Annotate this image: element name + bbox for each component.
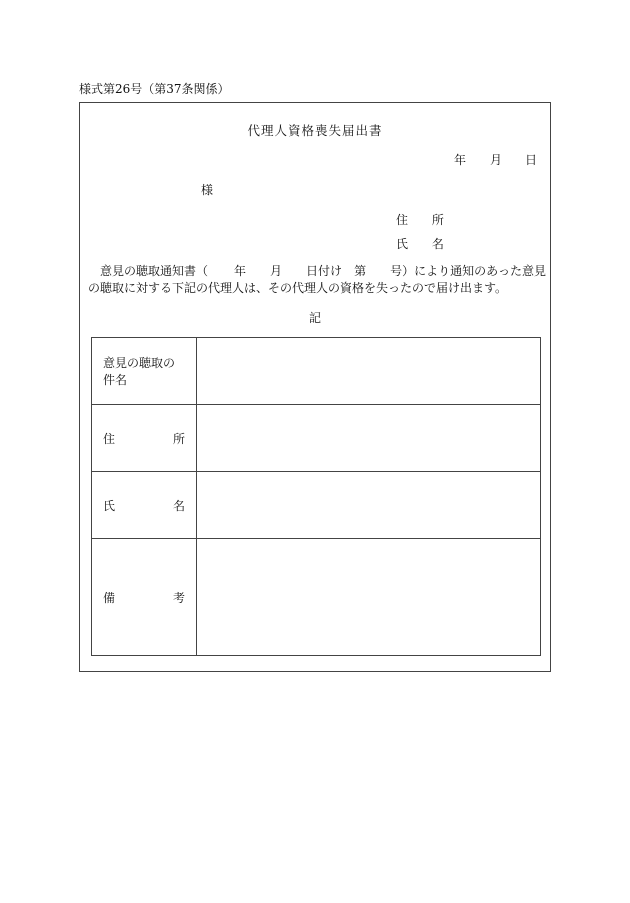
address-label: 住 所 [103, 431, 185, 446]
form-number: 様式第26号（第37条関係） [79, 82, 230, 96]
body-month: 月 [270, 264, 283, 278]
table-row [92, 539, 541, 656]
subject-value[interactable] [197, 338, 541, 405]
body-part1: 意見の聴取通知書（ [100, 264, 209, 278]
body-number-prefix: 第 [354, 264, 367, 278]
ki-heading: 記 [308, 311, 321, 325]
body-dated: 日付け [306, 264, 343, 278]
name-value[interactable] [197, 472, 541, 539]
date-month-label: 月 [490, 153, 503, 167]
address-value[interactable] [197, 405, 541, 472]
form-frame [79, 102, 551, 672]
applicant-name-label: 氏 名 [396, 237, 454, 251]
form-title: 代理人資格喪失届出書 [247, 123, 383, 138]
name-label: 氏 名 [103, 498, 185, 513]
notification-body [88, 263, 548, 297]
body-part2: 号）により通知のあった意見の聴取に対する下記の代理人は、その代理人の資格を失ったので届け出ます。 [88, 264, 546, 295]
table-row [92, 405, 541, 472]
remarks-value[interactable] [197, 539, 541, 656]
applicant-address-label: 住 所 [396, 213, 454, 227]
remarks-label: 備 考 [103, 590, 185, 605]
date-year-label: 年 [454, 153, 467, 167]
body-year: 年 [234, 264, 247, 278]
date-day-label: 日 [525, 153, 538, 167]
addressee-suffix: 様 [201, 183, 214, 197]
subject-label: 意見の聴取の件名 [92, 338, 197, 405]
table-row [92, 472, 541, 539]
table-row [92, 338, 541, 405]
detail-table [91, 337, 541, 656]
